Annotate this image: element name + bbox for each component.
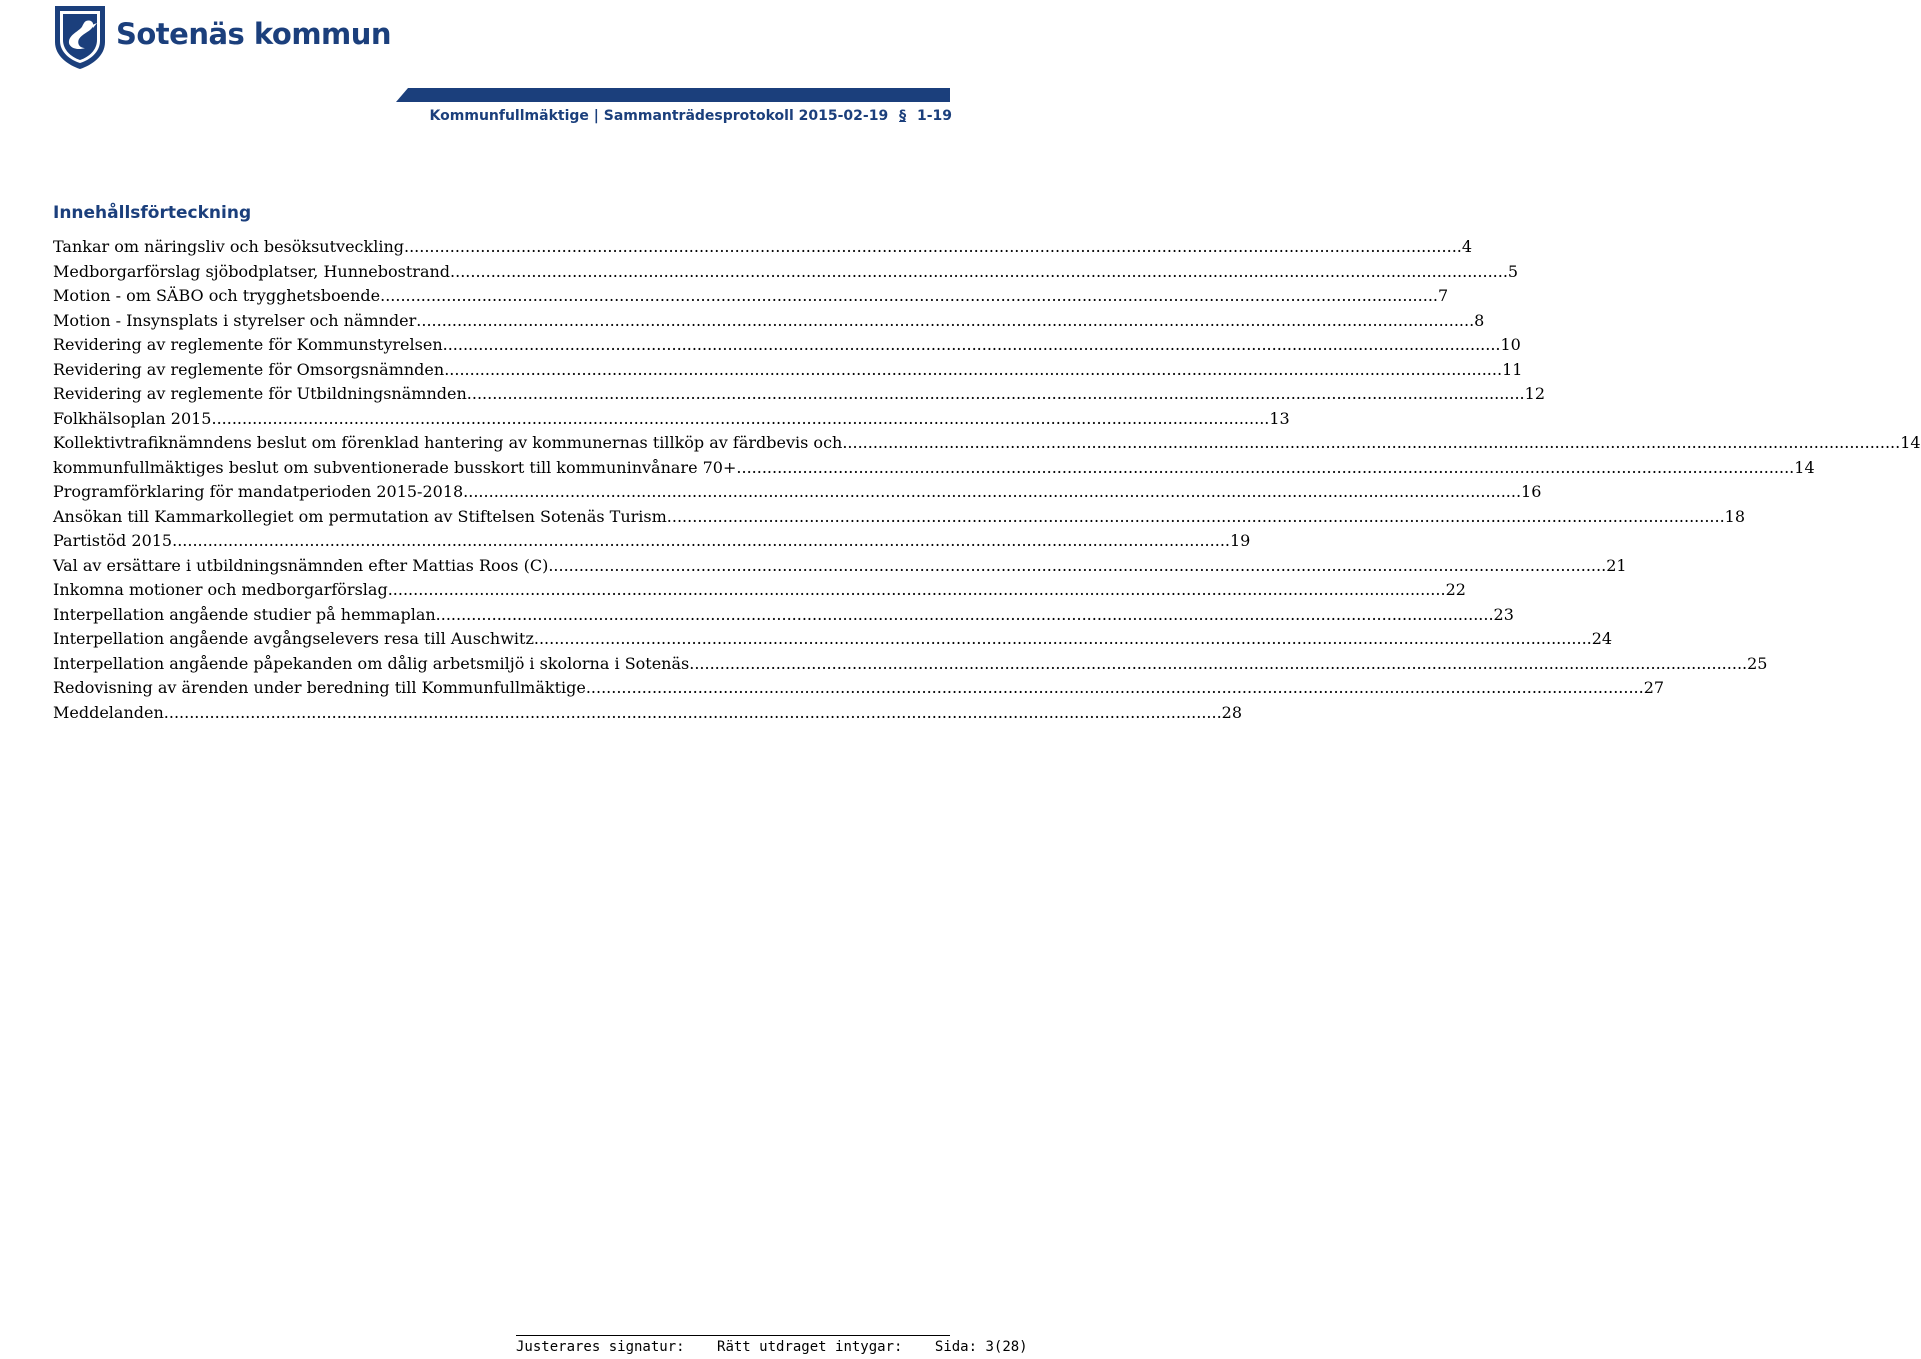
toc-entry-page: 11 <box>1502 359 1523 379</box>
toc-entry-label: Redovisning av ärenden under beredning till Kommunfullmäktige <box>53 678 586 697</box>
toc-entry-page: 19 <box>1229 531 1251 550</box>
toc-entry-label: Revidering av reglemente för Omsorgsnämnden <box>53 359 445 379</box>
toc-entry-page: 22 <box>1445 580 1466 599</box>
document-footer <box>516 1339 1028 1355</box>
header-rule <box>396 88 950 102</box>
toc-entry-page: 8 <box>1474 310 1485 330</box>
toc-entry-label: Interpellation angående studier på hemmaplan <box>53 604 436 624</box>
toc-entry[interactable] <box>53 554 1627 579</box>
toc-leader-dots <box>416 309 1474 334</box>
toc-leader-dots <box>534 627 1592 652</box>
toc-entry-label: Ansökan till Kammarkollegiet om permutation av Stiftelsen Sotenäs Turism <box>53 506 667 526</box>
toc-entry-page: 21 <box>1606 555 1627 575</box>
toc-entry[interactable] <box>53 235 1473 260</box>
toc-leader-dots <box>842 431 1900 456</box>
toc-entry-label: Partistöd 2015 <box>53 531 173 550</box>
toc-entry-label: Tankar om näringsliv och besöksutveckling <box>53 237 404 256</box>
toc-leader-dots <box>548 554 1606 579</box>
toc-entry[interactable] <box>53 407 1290 432</box>
toc-entry-page: 18 <box>1724 506 1746 526</box>
toc-entry-page: 13 <box>1269 408 1290 428</box>
toc-entry[interactable] <box>53 358 1523 383</box>
toc-entry[interactable] <box>53 260 1519 285</box>
toc-leader-dots <box>164 701 1222 726</box>
toc-entry-page: 4 <box>1461 237 1473 256</box>
toc-entry-label: Medborgarförslag sjöbodplatser, Hunnebostrand <box>53 261 451 281</box>
footer-rule <box>516 1335 950 1336</box>
logo-wordmark: Sotenäs kommun <box>116 17 392 51</box>
document-header <box>430 108 952 124</box>
toc-entry[interactable] <box>53 603 1514 628</box>
toc-leader-dots <box>436 603 1494 628</box>
toc-leader-dots <box>211 407 1269 432</box>
toc-entry-page: 14 <box>1900 433 1921 452</box>
table-of-contents <box>53 235 1921 725</box>
toc-leader-dots <box>463 480 1521 505</box>
toc-entry[interactable] <box>53 676 1665 701</box>
section-range: 1-19 <box>916 108 952 124</box>
page-number: Sida: 3(28) <box>934 1339 1028 1355</box>
toc-entry-label: Interpellation angående avgångselevers resa till Auschwitz <box>53 629 534 648</box>
toc-entry[interactable] <box>53 480 1542 505</box>
toc-entry-label: Meddelanden <box>53 702 164 722</box>
toc-entry-page: 12 <box>1524 384 1545 403</box>
toc-entry[interactable] <box>53 284 1449 309</box>
toc-entry-page: 24 <box>1591 629 1613 648</box>
toc-entry-label: Revidering av reglemente för Kommunstyrelsen <box>53 335 443 354</box>
toc-entry-label: kommunfullmäktiges beslut om subventionerade busskort till kommuninvånare 70+ <box>53 457 737 477</box>
toc-entry-label: Motion - om SÄBO och trygghetsboende <box>53 286 381 305</box>
toc-entry[interactable] <box>53 701 1243 726</box>
toc-leader-dots <box>388 578 1446 603</box>
shield-swan-icon <box>52 4 108 70</box>
toc-leader-dots <box>667 505 1725 530</box>
toc-entry[interactable] <box>53 456 1815 481</box>
toc-leader-dots <box>404 235 1462 260</box>
toc-entry[interactable] <box>53 578 1466 603</box>
toc-entry[interactable] <box>53 529 1251 554</box>
toc-leader-dots <box>450 260 1508 285</box>
toc-leader-dots <box>689 652 1747 677</box>
certified-copy-label: Rätt utdraget intygar: <box>717 1339 903 1355</box>
toc-leader-dots <box>443 333 1501 358</box>
toc-entry[interactable] <box>53 505 1746 530</box>
toc-entry[interactable] <box>53 309 1485 334</box>
toc-entry-page: 23 <box>1493 604 1514 624</box>
toc-title: Innehållsförteckning <box>53 203 252 223</box>
toc-entry-label: Motion - Insynsplats i styrelser och nämnder <box>53 310 417 330</box>
municipality-logo <box>52 4 392 72</box>
toc-entry[interactable] <box>53 333 1521 358</box>
toc-entry-page: 14 <box>1794 457 1815 477</box>
toc-entry[interactable] <box>53 431 1921 456</box>
toc-entry-page: 28 <box>1221 702 1243 722</box>
toc-entry-label: Interpellation angående påpekanden om dålig arbetsmiljö i skolorna i Sotenäs <box>53 653 690 673</box>
toc-leader-dots <box>736 456 1794 481</box>
toc-entry-page: 7 <box>1437 286 1449 305</box>
toc-leader-dots <box>467 382 1525 407</box>
toc-entry-label: Inkomna motioner och medborgarförslag <box>53 580 388 599</box>
toc-entry-page: 5 <box>1507 261 1519 281</box>
section-mark: § <box>899 108 907 124</box>
adjuster-signature-label: Justerares signatur: <box>516 1339 685 1355</box>
toc-entry-label: Folkhälsoplan 2015 <box>53 408 212 428</box>
toc-leader-dots <box>586 676 1644 701</box>
toc-entry-label: Revidering av reglemente för Utbildningsnämnden <box>53 384 467 403</box>
toc-leader-dots <box>380 284 1438 309</box>
header-text: Kommunfullmäktige | Sammanträdesprotokoll 2015-02-19 <box>429 108 889 124</box>
toc-leader-dots <box>444 358 1502 383</box>
toc-entry-page: 25 <box>1747 653 1768 673</box>
toc-entry-label: Programförklaring för mandatperioden 2015-2018 <box>53 482 464 501</box>
toc-entry[interactable] <box>53 652 1768 677</box>
toc-entry-page: 27 <box>1643 678 1665 697</box>
toc-entry[interactable] <box>53 627 1613 652</box>
toc-entry[interactable] <box>53 382 1545 407</box>
toc-entry-label: Val av ersättare i utbildningsnämnden efter Mattias Roos (C) <box>53 555 549 575</box>
toc-leader-dots <box>172 529 1230 554</box>
toc-entry-page: 10 <box>1500 335 1521 354</box>
toc-entry-label: Kollektivtrafiknämndens beslut om förenklad hantering av kommunernas tillköp av färdbevis och <box>53 433 843 452</box>
toc-entry-page: 16 <box>1521 482 1542 501</box>
